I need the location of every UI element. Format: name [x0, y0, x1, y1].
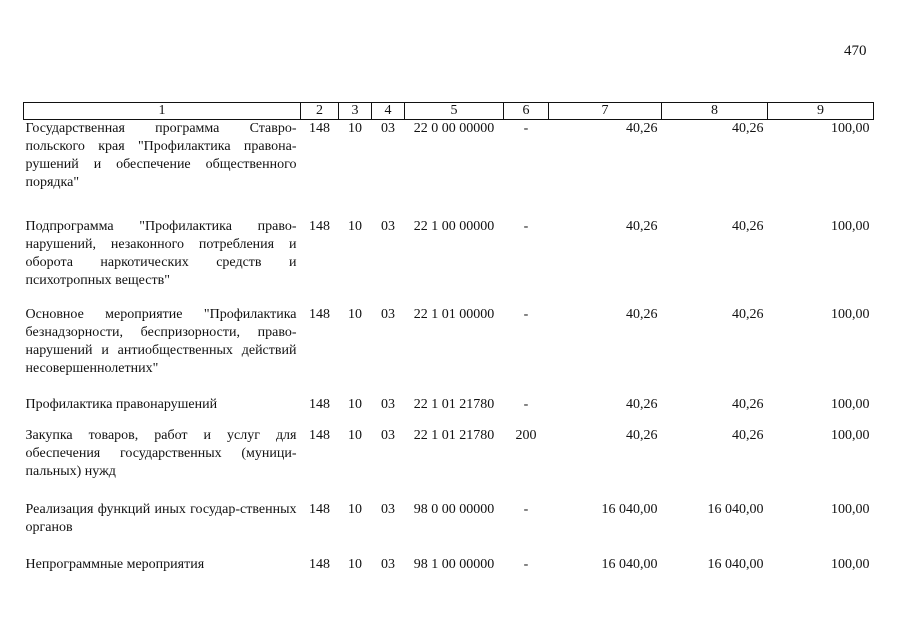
row-expense-type: -: [523, 219, 529, 234]
column-header-9: 9: [768, 103, 874, 120]
table-row: [24, 501, 874, 556]
row-target-code: 98 0 00 00000: [413, 502, 495, 517]
row-subsection-code: 03: [381, 307, 395, 322]
row-ministry-code: 148: [309, 428, 330, 443]
row-ministry-code: 148: [309, 502, 330, 517]
row-section-code: 10: [348, 121, 362, 136]
row-value-7: 16 040,00: [601, 557, 658, 572]
header-row: [24, 103, 874, 120]
column-header-8: 8: [662, 103, 768, 120]
row-target-code: 22 1 01 21780: [413, 397, 495, 412]
row-value-9: 100,00: [831, 502, 870, 517]
row-value-9: 100,00: [831, 397, 870, 412]
row-value-7: 40,26: [626, 307, 658, 322]
column-header-3: 3: [339, 103, 372, 120]
row-target-code: 22 0 00 00000: [413, 121, 495, 136]
row-section-code: 10: [348, 307, 362, 322]
column-header-4: 4: [372, 103, 405, 120]
row-ministry-code: 148: [309, 219, 330, 234]
table-row: [24, 556, 874, 576]
row-value-8: 16 040,00: [707, 502, 764, 517]
row-section-code: 10: [348, 502, 362, 517]
row-ministry-code: 148: [309, 121, 330, 136]
row-value-7: 40,26: [626, 428, 658, 443]
column-header-6: 6: [504, 103, 549, 120]
row-target-code: 22 1 01 21780: [413, 428, 495, 443]
row-expense-type: -: [523, 397, 529, 412]
row-value-8: 40,26: [732, 428, 764, 443]
row-value-8: 40,26: [732, 121, 764, 136]
row-target-code: 98 1 00 00000: [413, 557, 495, 572]
row-name: Подпрограмма "Профилактика право-нарушений, незаконного потребления и оборота наркотических средств и психотропных веществ": [25, 219, 297, 288]
column-header-1: 1: [24, 103, 301, 120]
row-subsection-code: 03: [381, 557, 395, 572]
row-value-7: 40,26: [626, 121, 658, 136]
row-value-7: 40,26: [626, 219, 658, 234]
row-section-code: 10: [348, 397, 362, 412]
table-row: [24, 396, 874, 427]
row-value-7: 40,26: [626, 397, 658, 412]
row-expense-type: -: [523, 557, 529, 572]
row-value-8: 40,26: [732, 219, 764, 234]
table-header: [24, 103, 874, 120]
row-value-9: 100,00: [831, 428, 870, 443]
table-row: [24, 218, 874, 306]
row-subsection-code: 03: [381, 121, 395, 136]
row-value-8: 16 040,00: [707, 557, 764, 572]
row-target-code: 22 1 00 00000: [413, 219, 495, 234]
column-header-5: 5: [405, 103, 504, 120]
row-name: Государственная программа Ставро-польского края "Профилактика правона-рушений и обеспечение общественного порядка": [25, 121, 297, 190]
row-name: Основное мероприятие "Профилактика безнадзорности, беспризорности, право-нарушений и антиобщественных действий несовершеннолетних": [25, 307, 297, 376]
row-target-code: 22 1 01 00000: [413, 307, 495, 322]
row-name: Непрограммные мероприятия: [25, 557, 205, 572]
row-ministry-code: 148: [309, 397, 330, 412]
row-expense-type: -: [523, 307, 529, 322]
row-value-7: 16 040,00: [601, 502, 658, 517]
table-row: [24, 306, 874, 396]
row-value-9: 100,00: [831, 219, 870, 234]
row-subsection-code: 03: [381, 219, 395, 234]
row-value-9: 100,00: [831, 307, 870, 322]
column-header-7: 7: [549, 103, 662, 120]
row-subsection-code: 03: [381, 428, 395, 443]
row-subsection-code: 03: [381, 502, 395, 517]
row-subsection-code: 03: [381, 397, 395, 412]
row-ministry-code: 148: [309, 307, 330, 322]
row-ministry-code: 148: [309, 557, 330, 572]
row-name: Профилактика правонарушений: [25, 397, 218, 412]
row-expense-type: -: [523, 502, 529, 517]
row-value-9: 100,00: [831, 557, 870, 572]
row-name: Закупка товаров, работ и услуг для обеспечения государственных (муници-пальных) нужд: [25, 428, 297, 479]
row-name: Реализация функций иных государ-ственных органов: [25, 502, 297, 535]
row-section-code: 10: [348, 557, 362, 572]
row-value-8: 40,26: [732, 397, 764, 412]
table-body: [24, 120, 874, 577]
row-expense-type: -: [523, 121, 529, 136]
table-row: [24, 427, 874, 501]
column-header-2: 2: [301, 103, 339, 120]
row-expense-type: 200: [515, 428, 537, 443]
row-section-code: 10: [348, 219, 362, 234]
row-value-9: 100,00: [831, 121, 870, 136]
page-number: 470: [844, 43, 867, 59]
row-value-8: 40,26: [732, 307, 764, 322]
row-section-code: 10: [348, 428, 362, 443]
budget-table: [23, 102, 874, 576]
table-row: [24, 120, 874, 219]
